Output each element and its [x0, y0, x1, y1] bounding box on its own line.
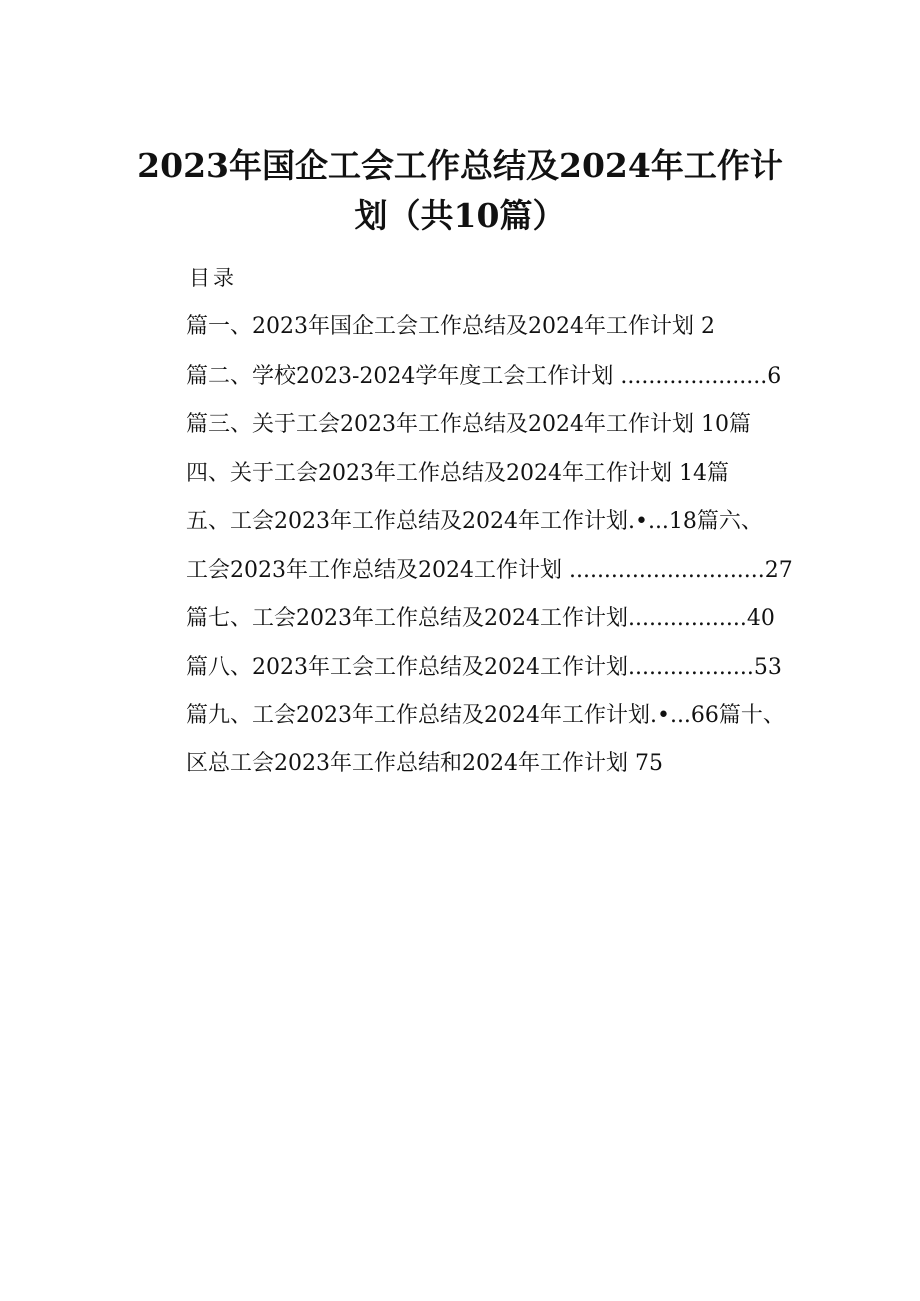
- toc-entry: 工会2023年工作总结及2024工作计划 ............................27: [186, 558, 793, 583]
- toc-entry: 篇七、工会2023年工作总结及2024工作计划.................40: [186, 606, 775, 631]
- toc-entry: 区总工会2023年工作总结和2024年工作计划 75: [186, 751, 663, 776]
- toc-heading: 目录: [189, 266, 237, 290]
- toc-entry: 四、关于工会2023年工作总结及2024年工作计划 14篇: [186, 461, 729, 486]
- toc-entry: 篇二、学校2023-2024学年度工会工作计划 .....................6: [186, 364, 782, 389]
- toc-entry: 篇八、2023年工会工作总结及2024工作计划..................53: [186, 655, 782, 680]
- toc-entry: 篇九、工会2023年工作总结及2024年工作计划.•...66篇十、: [186, 703, 785, 728]
- document-title-line-2: 划（共10篇）: [354, 196, 566, 235]
- toc-entry: 篇三、关于工会2023年工作总结及2024年工作计划 10篇: [186, 412, 751, 437]
- toc-entry: 五、工会2023年工作总结及2024年工作计划.•...18篇六、: [186, 509, 763, 534]
- document-title-line-1: 2023年国企工会工作总结及2024年工作计: [137, 146, 783, 185]
- toc-entry: 篇一、2023年国企工会工作总结及2024年工作计划 2: [186, 314, 715, 339]
